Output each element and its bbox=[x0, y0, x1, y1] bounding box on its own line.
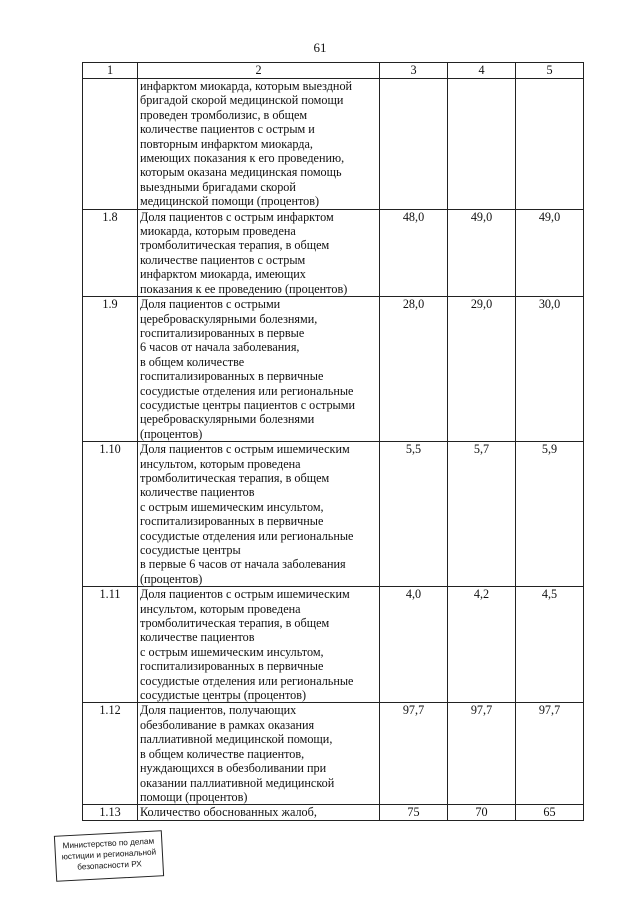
description-line: Доля пациентов с острыми bbox=[140, 297, 281, 312]
description-line: в общем количестве bbox=[140, 354, 245, 369]
description-line: повторным инфарктом миокарда, bbox=[140, 136, 313, 151]
description-line: помощи (процентов) bbox=[140, 789, 248, 804]
description-line: сосудистые отделения или региональные bbox=[140, 383, 354, 398]
table-row bbox=[83, 297, 584, 442]
description-line: миокарда, которым проведена bbox=[140, 224, 296, 239]
indicator-description bbox=[138, 79, 380, 210]
row-number: 1.8 bbox=[83, 209, 138, 296]
table-row bbox=[83, 209, 584, 296]
table-header-row bbox=[83, 63, 584, 79]
row-number: 1.10 bbox=[83, 442, 138, 587]
indicator-description bbox=[138, 703, 380, 805]
column-header: 5 bbox=[516, 63, 584, 79]
indicator-value-v1: 48,0 bbox=[380, 209, 448, 296]
stamp-line: Министерство по делам bbox=[62, 836, 155, 851]
indicator-value-v1: 28,0 bbox=[380, 297, 448, 442]
row-number: 1.11 bbox=[83, 587, 138, 703]
description-line: инфарктом миокарда, имеющих bbox=[140, 267, 306, 282]
description-line: сосудистые центры bbox=[140, 543, 241, 557]
indicator-description bbox=[138, 442, 380, 587]
column-header: 2 bbox=[138, 63, 380, 79]
description-line: (процентов) bbox=[140, 426, 203, 441]
description-line: Количество обоснованных жалоб, bbox=[140, 805, 317, 820]
description-line: медицинской помощи (процентов) bbox=[140, 194, 320, 209]
table-row bbox=[83, 442, 584, 587]
column-header: 3 bbox=[380, 63, 448, 79]
column-header: 1 bbox=[83, 63, 138, 79]
indicator-description bbox=[138, 805, 380, 820]
description-line: Доля пациентов с острым ишемическим bbox=[140, 587, 350, 602]
description-line: тромболитическая терапия, в общем bbox=[140, 616, 330, 631]
table-row bbox=[83, 805, 584, 820]
description-line: которым оказана медицинская помощь bbox=[140, 165, 342, 180]
stamp-line: безопасности РХ bbox=[77, 859, 142, 872]
indicator-value-v3: 4,5 bbox=[516, 587, 584, 703]
description-line: Доля пациентов, получающих bbox=[140, 703, 297, 718]
description-line: количестве пациентов bbox=[140, 630, 255, 645]
indicator-value-v2: 49,0 bbox=[448, 209, 516, 296]
description-line: цереброваскулярными болезнями, bbox=[140, 311, 318, 326]
indicator-value-v2: 4,2 bbox=[448, 587, 516, 703]
indicator-value-v2: 5,7 bbox=[448, 442, 516, 587]
description-line: показания к ее проведению (процентов) bbox=[140, 281, 348, 296]
row-number: 1.9 bbox=[83, 297, 138, 442]
indicator-description bbox=[138, 209, 380, 296]
description-line: тромболитическая терапия, в общем bbox=[140, 470, 330, 485]
description-line: Доля пациентов с острым ишемическим bbox=[140, 442, 350, 457]
indicator-value-v3: 30,0 bbox=[516, 297, 584, 442]
description-line: сосудистые отделения или региональные bbox=[140, 673, 354, 688]
indicator-value-v3 bbox=[516, 79, 584, 210]
description-line: количестве пациентов с острым bbox=[140, 252, 306, 267]
indicator-value-v1: 5,5 bbox=[380, 442, 448, 587]
description-line: госпитализированных в первичные bbox=[140, 369, 324, 384]
indicator-value-v3: 49,0 bbox=[516, 209, 584, 296]
indicator-value-v1: 4,0 bbox=[380, 587, 448, 703]
description-line: количестве пациентов bbox=[140, 485, 255, 500]
indicator-value-v3: 97,7 bbox=[516, 703, 584, 805]
description-line: паллиативной медицинской помощи, bbox=[140, 732, 333, 747]
indicator-value-v1 bbox=[380, 79, 448, 210]
description-line: выездными бригадами скорой bbox=[140, 179, 296, 194]
row-number bbox=[83, 79, 138, 210]
description-line: сосудистые отделения или региональные bbox=[140, 528, 354, 543]
ministry-stamp bbox=[54, 830, 164, 882]
indicator-description bbox=[138, 297, 380, 442]
description-line: с острым ишемическим инсультом, bbox=[140, 644, 324, 659]
table-row bbox=[83, 587, 584, 703]
description-line: оказании паллиативной медицинской bbox=[140, 775, 335, 790]
description-line: в первые 6 часов от начала заболевания bbox=[140, 557, 346, 572]
description-line: (процентов) bbox=[140, 571, 203, 586]
description-line: нуждающихся в обезболивании при bbox=[140, 761, 327, 776]
description-line: госпитализированных в первые bbox=[140, 325, 305, 340]
description-line: цереброваскулярными болезнями bbox=[140, 412, 315, 427]
description-line: количестве пациентов с острым и bbox=[140, 122, 315, 137]
table-row bbox=[83, 703, 584, 805]
description-line: 6 часов от начала заболевания, bbox=[140, 340, 300, 355]
indicator-value-v3: 65 bbox=[516, 805, 584, 820]
description-line: инсультом, которым проведена bbox=[140, 456, 301, 471]
column-header: 4 bbox=[448, 63, 516, 79]
description-line: сосудистые центры пациентов с острыми bbox=[140, 397, 355, 412]
description-line: бригадой скорой медицинской помощи bbox=[140, 93, 344, 108]
table-row bbox=[83, 79, 584, 210]
indicator-value-v2 bbox=[448, 79, 516, 210]
indicator-value-v3: 5,9 bbox=[516, 442, 584, 587]
description-line: сосудистые центры (процентов) bbox=[140, 688, 307, 703]
indicator-value-v1: 75 bbox=[380, 805, 448, 820]
description-line: Доля пациентов с острым инфарктом bbox=[140, 209, 334, 224]
description-line: имеющих показания к его проведению, bbox=[140, 151, 345, 166]
indicator-value-v2: 97,7 bbox=[448, 703, 516, 805]
indicator-value-v2: 70 bbox=[448, 805, 516, 820]
description-line: инсультом, которым проведена bbox=[140, 601, 301, 616]
description-line: в общем количестве пациентов, bbox=[140, 746, 305, 761]
indicator-description bbox=[138, 587, 380, 703]
indicators-table bbox=[82, 62, 584, 821]
indicator-value-v2: 29,0 bbox=[448, 297, 516, 442]
row-number: 1.13 bbox=[83, 805, 138, 820]
description-line: проведен тромболизис, в общем bbox=[140, 107, 308, 122]
description-line: тромболитическая терапия, в общем bbox=[140, 238, 330, 253]
page-number: 61 bbox=[313, 40, 327, 55]
indicator-value-v1: 97,7 bbox=[380, 703, 448, 805]
stamp-line: юстиции и региональной bbox=[61, 847, 157, 862]
description-line: с острым ишемическим инсультом, bbox=[140, 499, 324, 514]
description-line: инфарктом миокарда, которым выездной bbox=[140, 79, 353, 93]
row-number: 1.12 bbox=[83, 703, 138, 805]
description-line: обезболивание в рамках оказания bbox=[140, 717, 315, 732]
description-line: госпитализированных в первичные bbox=[140, 514, 324, 529]
description-line: госпитализированных в первичные bbox=[140, 659, 324, 674]
